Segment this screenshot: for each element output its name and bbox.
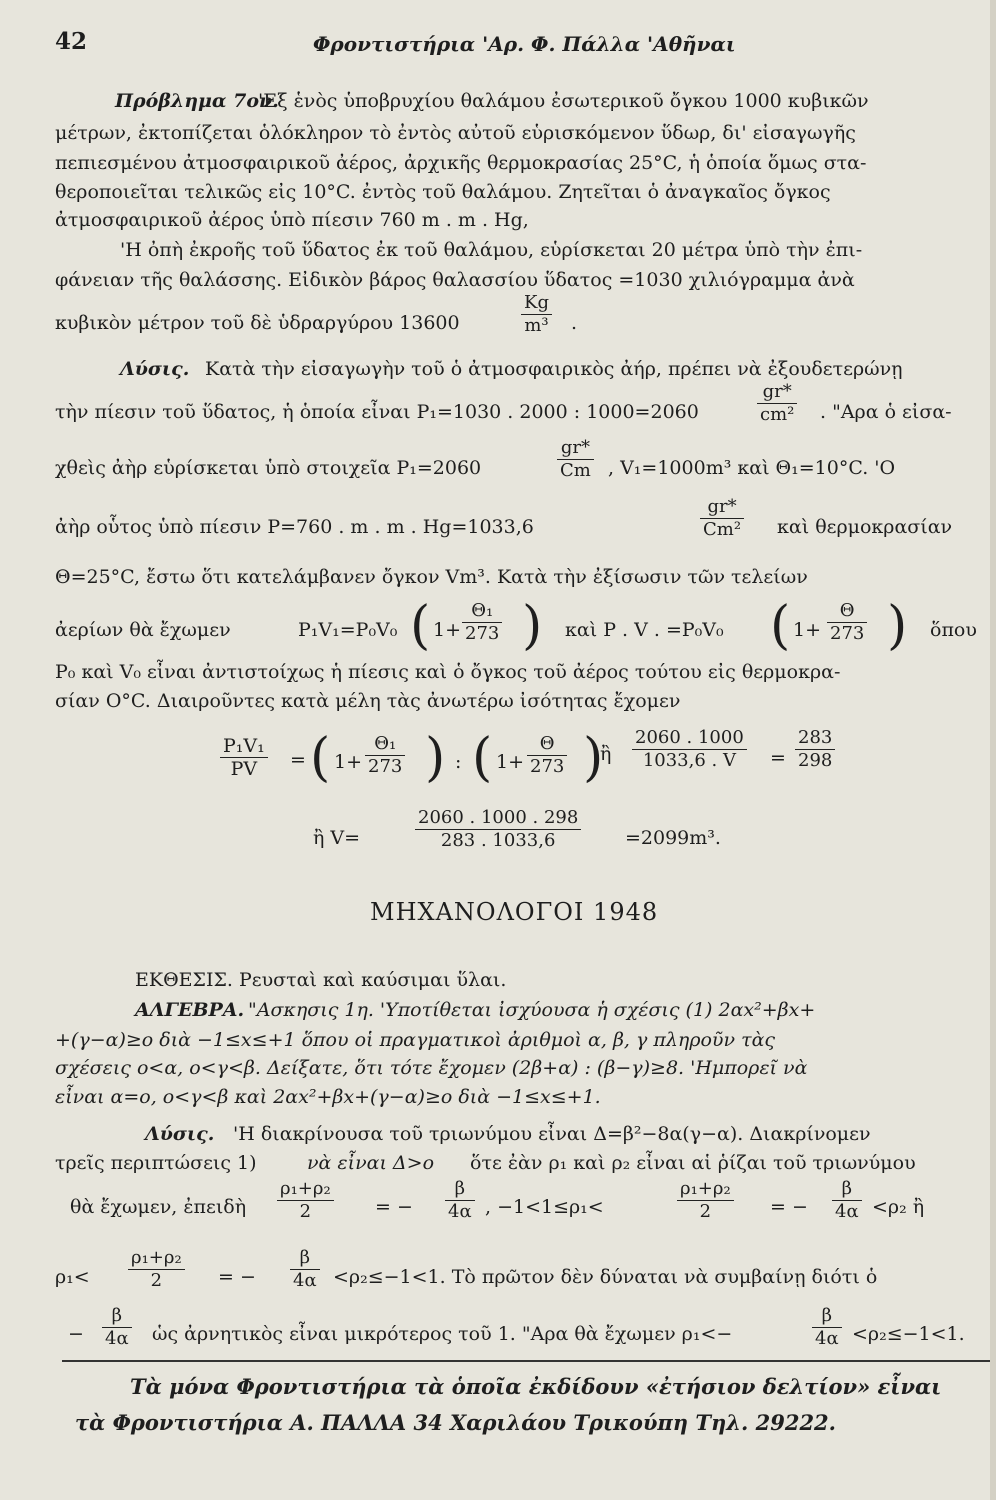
problem-line: πεπιεσμένου ἀτμοσφαιρικοῦ ἀέρος, ἀρχικῆς θερμοκρασίας 25°C, ἡ ὁποία ὅμως στα- bbox=[55, 152, 867, 174]
solution-line: ὅτε ἐὰν ρ₁ καὶ ρ₂ εἶναι αἱ ῥίζαι τοῦ τριωνύμου bbox=[470, 1152, 916, 1174]
solution-line: P₀ καὶ V₀ εἶναι ἀντιστοίχως ἡ πίεσις καὶ ὁ ὄγκος τοῦ ἀέρος τούτου εἰς θερμοκρα- bbox=[55, 661, 841, 683]
algebra-line: εἶναι α=ο, ο<γ<β καὶ 2αx²+βx+(γ−α)≥ο διὰ −1≤x≤+1. bbox=[55, 1086, 601, 1108]
equation-term: − bbox=[68, 1323, 84, 1345]
left-paren: ( bbox=[410, 596, 431, 656]
right-paren: ) bbox=[522, 596, 543, 656]
section-heading: ΜΗΧΑΝΟΛΟΓΟΙ 1948 bbox=[370, 898, 659, 926]
solution-line: Θ=25°C, ἔστω ὅτι κατελάμβανεν ὄγκον Vm³. Κατὰ τὴν ἐξίσωσιν τῶν τελείων bbox=[55, 566, 808, 588]
fraction-kg-per-m3: $\frac{Kg}{\text{m³}}$ bbox=[521, 292, 552, 337]
algebra-line: σχέσεις ο<α, ο<γ<β. Δείξατε, ὅτι τότε ἔχομεν (2β+α) : (β−γ)≥8. 'Ημπορεῖ νὰ bbox=[55, 1057, 808, 1079]
fraction-2060-1000: $\frac{2060 . 1000}{1033,6 . V}$ bbox=[632, 727, 747, 772]
problem-line: 'Εξ ἑνὸς ὑποβρυχίου θαλάμου ἐσωτερικοῦ ὄγκου 1000 κυβικῶν bbox=[258, 90, 869, 112]
solution-line: ἀερίων θὰ ἔχωμεν bbox=[55, 619, 231, 641]
fraction-gr-per-cm: $\frac{gr*}{Cm}$ bbox=[557, 437, 594, 482]
footer-line: Τὰ μόνα Φροντιστήρια τὰ ὁποῖα ἐκδίδουν «ἐτήσιον δελτίον» εἶναι bbox=[130, 1374, 942, 1399]
equation-term: ρ₁< bbox=[55, 1266, 90, 1288]
problem-line: 'Η ὀπὴ ἐκροῆς τοῦ ὕδατος ἐκ τοῦ θαλάμου, εὑρίσκεται 20 μέτρα ὑπὸ τὴν ἐπι- bbox=[120, 239, 863, 261]
solution-line: 'Η διακρίνουσα τοῦ τριωνύμου εἶναι Δ=β²−8α(γ−α). Διακρίνομεν bbox=[233, 1123, 871, 1145]
page-edge bbox=[990, 0, 996, 1500]
equation-term: , −1<1≤ρ₁< bbox=[485, 1196, 604, 1218]
equation-term: 1+ bbox=[433, 619, 462, 641]
problem-line: φάνειαν τῆς θαλάσσης. Εἰδικὸν βάρος θαλασσίου ὕδατος =1030 χιλιόγραμμα ἀνὰ bbox=[55, 269, 855, 291]
equation-term: 1+ bbox=[496, 751, 525, 773]
solution-line: Κατὰ τὴν εἰσαγωγὴν τοῦ ὁ ἀτμοσφαιρικὸς ἀήρ, πρέπει νὰ ἐξουδετερώνῃ bbox=[205, 358, 903, 380]
right-paren: ) bbox=[425, 728, 446, 788]
fraction-beta-4alpha: $\frac{\beta}{4\alpha}$ bbox=[290, 1247, 320, 1292]
algebra-line: "Ασκησις 1η. 'Υποτίθεται ἰσχύουσα ἡ σχέσις (1) 2αx²+βx+ bbox=[248, 999, 816, 1021]
solution-line: . "Αρα ὁ εἰσα- bbox=[820, 401, 952, 423]
division-sign: : bbox=[455, 751, 462, 773]
solution-line: θὰ ἔχωμεν, ἐπειδὴ bbox=[70, 1196, 247, 1218]
fraction-beta-4alpha: $\frac{\beta}{4\alpha}$ bbox=[812, 1305, 842, 1350]
solution-line: καὶ θερμοκρασίαν bbox=[777, 516, 953, 538]
fraction-theta-273: $\frac{\Theta}{273}$ bbox=[827, 600, 867, 645]
right-paren: ) bbox=[583, 728, 604, 788]
running-title: Φροντιστήρια 'Αρ. Φ. Πάλλα 'Αθῆναι bbox=[313, 32, 736, 56]
equation-term: 1+ bbox=[793, 619, 822, 641]
solution-line: ὡς ἀρνητικὸς εἶναι μικρότερος τοῦ 1. "Αρα θὰ ἔχωμεν ρ₁<− bbox=[152, 1323, 733, 1345]
solution-line: τρεῖς περιπτώσεις 1) bbox=[55, 1152, 257, 1174]
page-number: 42 bbox=[55, 28, 88, 55]
fraction-roots-mean: $\frac{\text{ρ₁+ρ₂}}{2}$ bbox=[677, 1178, 734, 1223]
fraction-beta-4alpha: $\frac{\beta}{4\alpha}$ bbox=[832, 1178, 862, 1223]
fraction-beta-4alpha: $\frac{\beta}{4\alpha}$ bbox=[102, 1305, 132, 1350]
solution-line: χθεὶς ἀὴρ εὑρίσκεται ὑπὸ στοιχεῖα P₁=2060 bbox=[55, 457, 482, 479]
solution-line: ὅπου bbox=[930, 619, 977, 641]
solution-line: τὴν πίεσιν τοῦ ὕδατος, ἡ ὁποία εἶναι P₁=1030 . 2000 : 1000=2060 bbox=[55, 401, 699, 423]
footer-line: τὰ Φροντιστήρια Α. ΠΑΛΛΑ 34 Χαριλάου Τρικούπη Τηλ. 29222. bbox=[75, 1410, 836, 1435]
fraction-beta-4alpha: $\frac{\beta}{4\alpha}$ bbox=[445, 1178, 475, 1223]
fraction-gr-per-cm2: $\frac{gr*}{\text{cm²}}$ bbox=[757, 381, 797, 426]
fraction-volume: $\frac{2060 . 1000 . 298}{283 . 1033,6}$ bbox=[415, 807, 581, 852]
equals-sign: = bbox=[290, 749, 306, 771]
equation-term: ἢ V= bbox=[313, 827, 361, 849]
equation-term: ἢ bbox=[600, 743, 612, 765]
algebra-label: ΑΛΓΕΒΡΑ. bbox=[135, 999, 245, 1021]
footer-rule bbox=[62, 1360, 992, 1362]
left-paren: ( bbox=[310, 728, 331, 788]
fraction-theta1-273: $\frac{\text{Θ₁}}{273}$ bbox=[365, 733, 405, 778]
equation-term: = − bbox=[770, 1196, 808, 1218]
ekthesis-line: ΕΚΘΕΣΙΣ. Ρευσταὶ καὶ καύσιμαι ὕλαι. bbox=[135, 969, 507, 991]
fraction-roots-mean: $\frac{\text{ρ₁+ρ₂}}{2}$ bbox=[128, 1247, 185, 1292]
equation-term: = − bbox=[218, 1266, 256, 1288]
solution-label: Λύσις. bbox=[145, 1123, 215, 1145]
fraction-theta-273: $\frac{\Theta}{273}$ bbox=[527, 733, 567, 778]
fraction-p1v1-pv: $\frac{\text{P₁V₁}}{PV}$ bbox=[220, 735, 268, 780]
algebra-line: +(γ−α)≥ο διὰ −1≤x≤+1 ὅπου οἱ πραγματικοὶ ἀριθμοὶ α, β, γ πληροῦν τὰς bbox=[55, 1029, 776, 1051]
solution-line: σίαν O°C. Διαιροῦντες κατὰ μέλη τὰς ἀνωτέρω ἰσότητας ἔχομεν bbox=[55, 690, 681, 712]
solution-label: Λύσις. bbox=[120, 358, 190, 380]
equation-term: =2099m³. bbox=[625, 827, 721, 849]
equation-term: P₁V₁=P₀V₀ bbox=[298, 619, 398, 641]
right-paren: ) bbox=[887, 596, 908, 656]
fraction-roots-mean: $\frac{\text{ρ₁+ρ₂}}{2}$ bbox=[277, 1178, 334, 1223]
left-paren: ( bbox=[472, 728, 493, 788]
equation-term: <ρ₂ ἢ bbox=[872, 1196, 925, 1218]
solution-line: νὰ εἶναι Δ>ο bbox=[307, 1152, 435, 1174]
equation-term: καὶ P . V . =P₀V₀ bbox=[565, 619, 724, 641]
equals-sign: = bbox=[770, 747, 786, 769]
equation-term: = − bbox=[375, 1196, 413, 1218]
problem-label: Πρόβλημα 7ον. bbox=[115, 90, 279, 112]
problem-line: μέτρων, ἐκτοπίζεται ὁλόκληρον τὸ ἐντὸς αὐτοῦ εὑρισκόμενον ὕδωρ, δι' εἰσαγωγῆς bbox=[55, 122, 856, 144]
left-paren: ( bbox=[770, 596, 791, 656]
equation-term: 1+ bbox=[334, 751, 363, 773]
solution-line: , V₁=1000m³ καὶ Θ₁=10°C. 'Ο bbox=[608, 457, 896, 479]
punctuation: . bbox=[571, 312, 578, 334]
fraction-theta1-273: $\frac{\text{Θ₁}}{273}$ bbox=[462, 600, 502, 645]
problem-line: θεροποιεῖται τελικῶς εἰς 10°C. ἐντὸς τοῦ θαλάμου. Ζητεῖται ὁ ἀναγκαῖος ὄγκος bbox=[55, 181, 831, 203]
fraction-gr-per-cm2: $\frac{gr*}{\text{Cm²}}$ bbox=[700, 496, 744, 541]
problem-line: κυβικὸν μέτρον τοῦ δὲ ὑδραργύρου 13600 bbox=[55, 312, 460, 334]
solution-line: <ρ₂≤−1<1. Τὸ πρῶτον δὲν δύναται νὰ συμβαίνῃ διότι ὁ bbox=[333, 1266, 878, 1288]
fraction-283-298: $\frac{283}{298}$ bbox=[795, 727, 835, 772]
solution-line: ἀὴρ οὗτος ὑπὸ πίεσιν P=760 . m . m . Hg=1033,6 bbox=[55, 516, 534, 538]
equation-term: <ρ₂≤−1<1. bbox=[852, 1323, 965, 1345]
problem-line: ἀτμοσφαιρικοῦ ἀέρος ὑπὸ πίεσιν 760 m . m . Hg, bbox=[55, 209, 529, 231]
